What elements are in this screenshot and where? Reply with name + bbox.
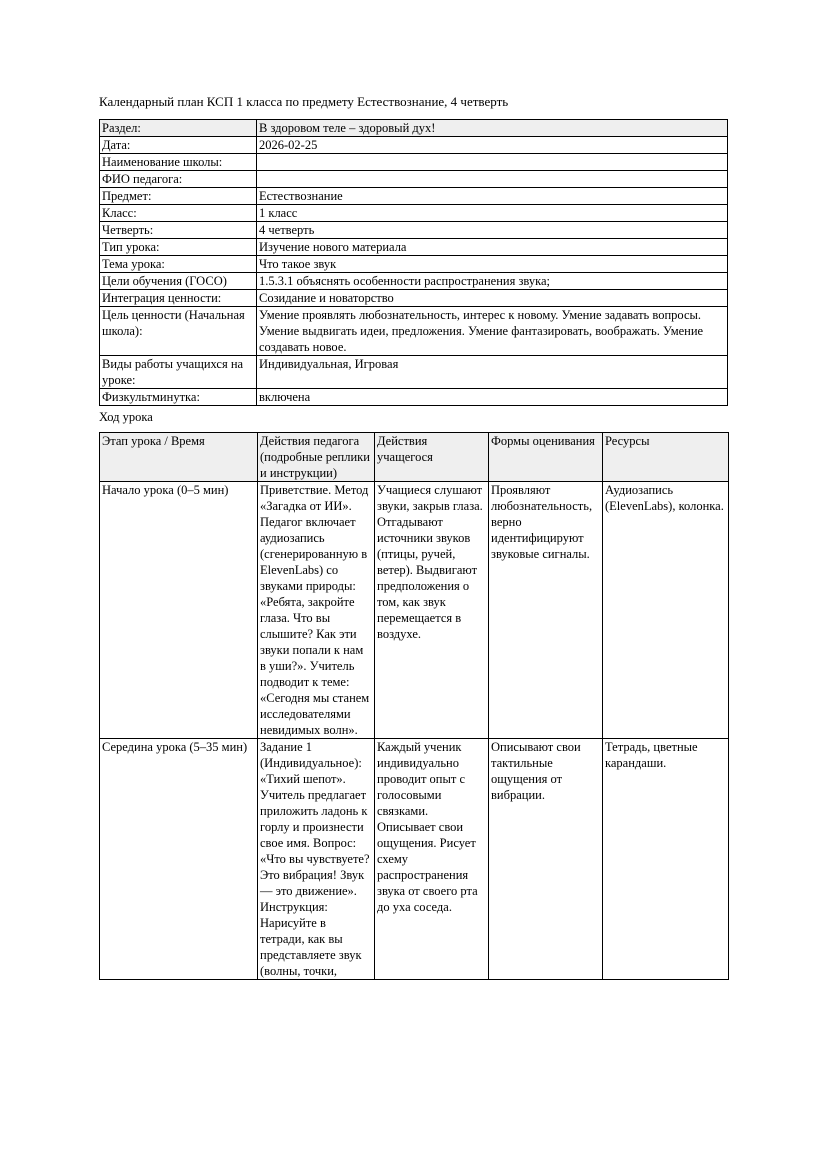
assessment-forms-cell: Описывают свои тактильные ощущения от вибрации. bbox=[489, 739, 603, 980]
info-row bbox=[100, 239, 728, 256]
info-row-value: включена bbox=[257, 389, 728, 406]
page-content bbox=[99, 94, 728, 980]
info-row bbox=[100, 389, 728, 406]
info-row-label: Тип урока: bbox=[100, 239, 257, 256]
info-row-value bbox=[257, 154, 728, 171]
info-row bbox=[100, 205, 728, 222]
teacher-actions-cell: Приветствие. Метод «Загадка от ИИ». Педагог включает аудиозапись (сгенерированную в ElevenLabs) со звуками природы: «Ребята, закройте глаза. Что вы слышите? Как эти звуки попали к нам в уши?». Учитель подводит к теме: «Сегодня мы станем исследователями невидимых волн». bbox=[258, 482, 375, 739]
stage-cell: Начало урока (0–5 мин) bbox=[100, 482, 258, 739]
info-row bbox=[100, 120, 728, 137]
student-actions-cell: Учащиеся слушают звуки, закрыв глаза. Отгадывают источники звуков (птицы, ручей, ветер). Выдвигают предположения о том, как звук перемещается в воздухе. bbox=[375, 482, 489, 739]
info-row-label: Цель ценности (Начальная школа): bbox=[100, 307, 257, 356]
info-row-value bbox=[257, 171, 728, 188]
info-row bbox=[100, 273, 728, 290]
info-row bbox=[100, 137, 728, 154]
info-row-label: Дата: bbox=[100, 137, 257, 154]
lesson-table-header-row bbox=[100, 433, 729, 482]
info-row-value: Изучение нового материала bbox=[257, 239, 728, 256]
lesson-info-table bbox=[99, 119, 728, 406]
assessment-forms-cell: Проявляют любознательность, верно идентифицируют звуковые сигналы. bbox=[489, 482, 603, 739]
column-header: Формы оценивания bbox=[489, 433, 603, 482]
student-actions-cell: Каждый ученик индивидуально проводит опыт с голосовыми связками. Описывает свои ощущения. Рисует схему распространения звука от своего рта до уха соседа. bbox=[375, 739, 489, 980]
lesson-row bbox=[100, 482, 729, 739]
lesson-flow-table bbox=[99, 432, 729, 980]
lesson-row bbox=[100, 739, 729, 980]
info-row-label: Физкультминутка: bbox=[100, 389, 257, 406]
info-row-label: Четверть: bbox=[100, 222, 257, 239]
info-row-label: Тема урока: bbox=[100, 256, 257, 273]
stage-cell: Середина урока (5–35 мин) bbox=[100, 739, 258, 980]
info-row-value: Созидание и новаторство bbox=[257, 290, 728, 307]
info-row-value: Что такое звук bbox=[257, 256, 728, 273]
info-row-value: В здоровом теле – здоровый дух! bbox=[257, 120, 728, 137]
resources-cell: Тетрадь, цветные карандаши. bbox=[603, 739, 729, 980]
info-row bbox=[100, 307, 728, 356]
info-row-label: Виды работы учащихся на уроке: bbox=[100, 356, 257, 389]
column-header: Действия учащегося bbox=[375, 433, 489, 482]
info-row-value: 2026-02-25 bbox=[257, 137, 728, 154]
info-row-value: Естествознание bbox=[257, 188, 728, 205]
info-row-value: 1 класс bbox=[257, 205, 728, 222]
info-row-label: Предмет: bbox=[100, 188, 257, 205]
info-row bbox=[100, 256, 728, 273]
column-header: Действия педагога (подробные реплики и инструкции) bbox=[258, 433, 375, 482]
resources-cell: Аудиозапись (ElevenLabs), колонка. bbox=[603, 482, 729, 739]
info-row-value: 4 четверть bbox=[257, 222, 728, 239]
flow-section-label: Ход урока bbox=[99, 410, 153, 424]
column-header: Этап урока / Время bbox=[100, 433, 258, 482]
info-row bbox=[100, 222, 728, 239]
info-row-label: Класс: bbox=[100, 205, 257, 222]
info-row bbox=[100, 290, 728, 307]
teacher-actions-cell: Задание 1 (Индивидуальное): «Тихий шепот». Учитель предлагает приложить ладонь к горлу и произнести свое имя. Вопрос: «Что вы чувствуете? Это вибрация! Звук — это движение». Инструкция: Нарисуйте в тетради, как вы представляете звук (волны, точки, bbox=[258, 739, 375, 980]
document-title: Календарный план КСП 1 класса по предмету Естествознание, 4 четверть bbox=[99, 94, 509, 109]
info-row bbox=[100, 188, 728, 205]
info-row-value: Индивидуальная, Игровая bbox=[257, 356, 728, 389]
info-row-label: Раздел: bbox=[100, 120, 257, 137]
column-header: Ресурсы bbox=[603, 433, 729, 482]
info-row-label: Интеграция ценности: bbox=[100, 290, 257, 307]
info-row-value: Умение проявлять любознательность, интерес к новому. Умение задавать вопросы. Умение выдвигать идеи, предложения. Умение фантазировать, воображать. Умение создавать новое. bbox=[257, 307, 728, 356]
info-row-value: 1.5.3.1 объяснять особенности распространения звука; bbox=[257, 273, 728, 290]
info-row-label: Цели обучения (ГОСО) bbox=[100, 273, 257, 290]
info-row bbox=[100, 154, 728, 171]
info-row bbox=[100, 171, 728, 188]
info-row-label: Наименование школы: bbox=[100, 154, 257, 171]
info-row-label: ФИО педагога: bbox=[100, 171, 257, 188]
info-row bbox=[100, 356, 728, 389]
